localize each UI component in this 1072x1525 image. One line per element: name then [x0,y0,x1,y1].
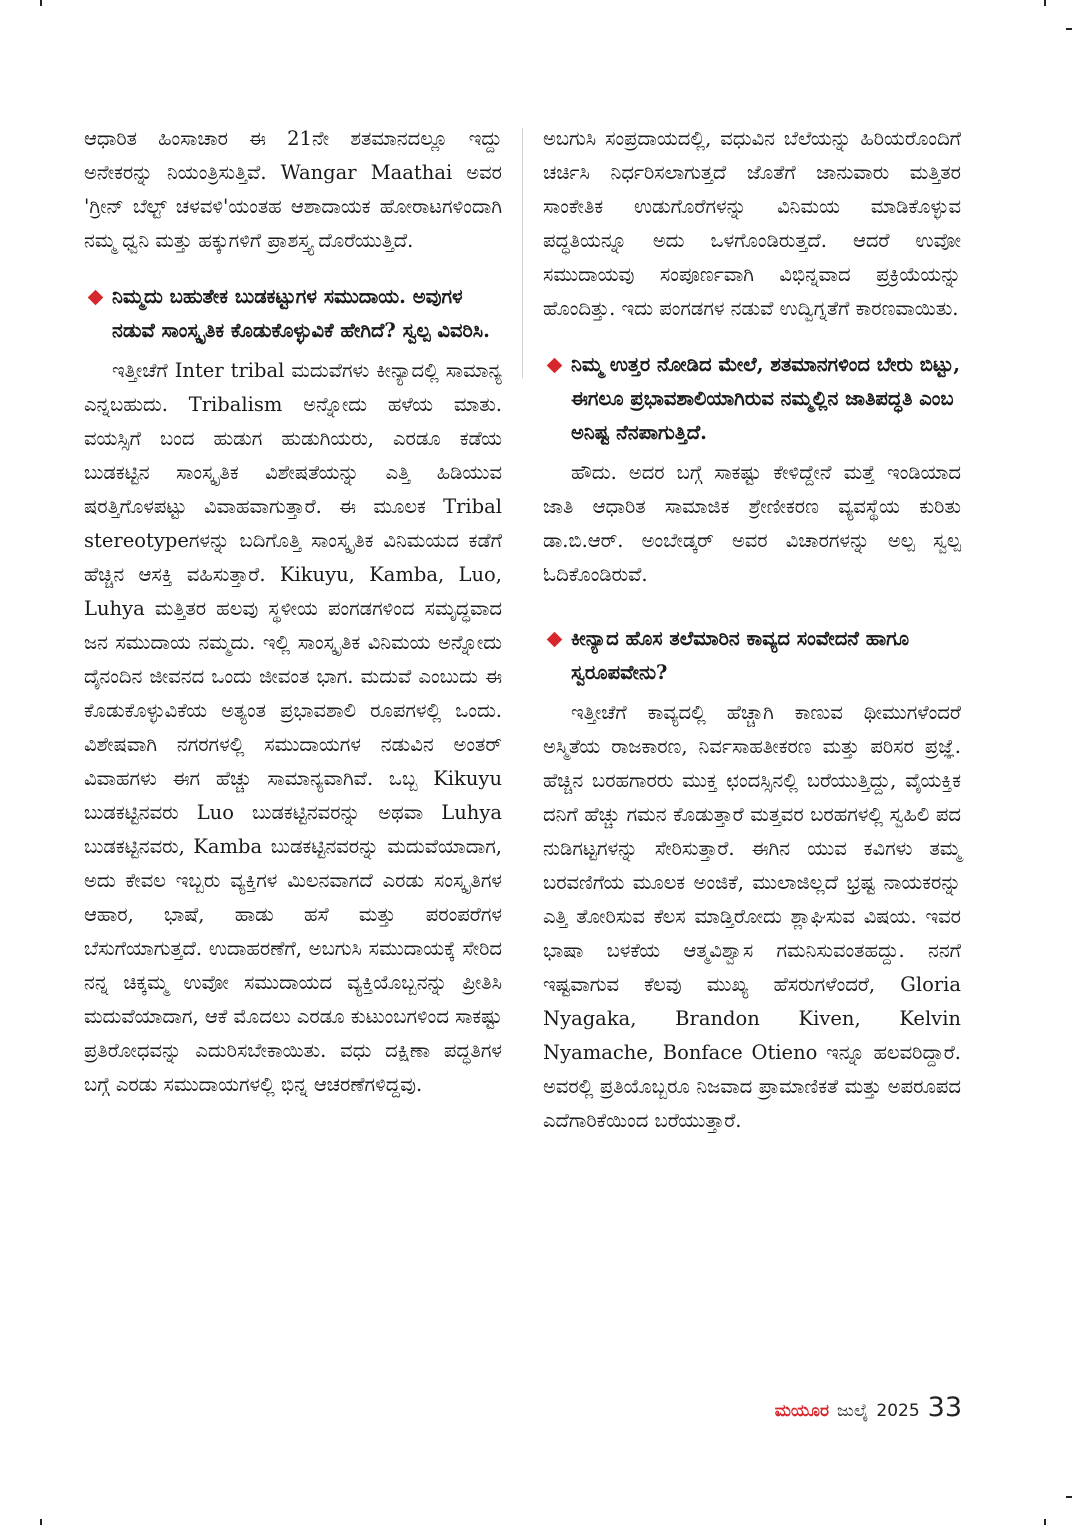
crop-mark-top-left [40,0,42,6]
red-diamond-bullet-icon [88,290,104,306]
crop-mark-right-lower [1066,1496,1072,1498]
crop-mark-bottom-right [1044,1519,1046,1525]
page-number: 33 [927,1392,962,1423]
magazine-brand-logo: ಮಯೂರ [774,1401,829,1421]
question-3-text: ಕೀನ್ಯಾದ ಹೊಸ ತಲೆಮಾರಿನ ಕಾವ್ಯದ ಸಂವೇದನೆ ಹಾಗೂ ಸ್ವರೂಪವೇನು? [571,627,910,684]
issue-month: ಜುಲೈ [836,1401,869,1421]
crop-mark-top-right [1044,0,1046,6]
question-1 [84,280,502,348]
page-footer [775,1392,962,1423]
crop-mark-bottom-left [40,1519,42,1525]
red-diamond-bullet-icon [547,358,563,374]
answer-2-paragraph: ಹೌದು. ಅದರ ಬಗ್ಗೆ ಸಾಕಷ್ಟು ಕೇಳಿದ್ದೇನೆ ಮತ್ತೆ ಇಂಡಿಯಾದ ಜಾತಿ ಆಧಾರಿತ ಸಾಮಾಜಿಕ ಶ್ರೇಣೀಕರಣ ವ್ಯವಸ್ಥೆಯ ಕುರಿತು ಡಾ.ಬಿ.ಆರ್. ಅಂಬೇಡ್ಕರ್ ಅವರ ವಿಚಾರಗಳನ್ನು ಅಲ್ಪ ಸ್ವಲ್ಪ ಓದಿಕೊಂಡಿರುವೆ. [543,461,961,586]
answer-1-paragraph: ಇತ್ತೀಚೆಗೆ Inter tribal ಮದುವೆಗಳು ಕೀನ್ಯಾದಲ್ಲಿ ಸಾಮಾನ್ಯ ಎನ್ನಬಹುದು. Tribalism ಅನ್ನೋದು ಹಳೆಯ ಮಾತು. ವಯಸ್ಸಿಗೆ ಬಂದ ಹುಡುಗ ಹುಡುಗಿಯರು, ಎರಡೂ ಕಡೆಯ ಬುಡಕಟ್ಟಿನ ಸಾಂಸ್ಕೃತಿಕ ವಿಶೇಷತೆಯನ್ನು ಎತ್ತಿ ಹಿಡಿಯುವ ಷರತ್ತಿಗೊಳಪಟ್ಟು ವಿವಾಹವಾಗುತ್ತಾರೆ. ಈ ಮೂಲಕ Tribal stereotypeಗಳನ್ನು ಬದಿಗೊತ್ತಿ ಸಾಂಸ್ಕೃತಿಕ ವಿನಿಮಯದ ಕಡೆಗೆ ಹೆಚ್ಚಿನ ಆಸಕ್ತಿ ವಹಿಸುತ್ತಾರೆ. Kikuyu, Kamba, Luo, Luhya ಮತ್ತಿತರ ಹಲವು ಸ್ಥಳೀಯ ಪಂಗಡಗಳಿಂದ ಸಮೃದ್ಧವಾದ ಜನ ಸಮುದಾಯ ನಮ್ಮದು. ಇಲ್ಲಿ ಸಾಂಸ್ಕೃತಿಕ ವಿನಿಮಯ ಅನ್ನೋದು ದೈನಂದಿನ ಜೀವನದ ಒಂದು ಜೀವಂತ ಭಾಗ. ಮದುವೆ ಎಂಬುದು ಈ ಕೊಡುಕೊಳ್ಳುವಿಕೆಯ ಅತ್ಯಂತ ಪ್ರಭಾವಶಾಲಿ ರೂಪಗಳಲ್ಲಿ ಒಂದು. ವಿಶೇಷವಾಗಿ ನಗರಗಳಲ್ಲಿ ಸಮುದಾಯಗಳ ನಡುವಿನ ಅಂತರ್ ವಿವಾಹಗಳು ಈಗ ಹೆಚ್ಚು ಸಾಮಾನ್ಯವಾಗಿವೆ. ಒಬ್ಬ Kikuyu ಬುಡಕಟ್ಟಿನವರು Luo ಬುಡಕಟ್ಟಿನವರನ್ನು ಅಥವಾ Luhya ಬುಡಕಟ್ಟಿನವರು, Kamba ಬುಡಕಟ್ಟಿನವರನ್ನು ಮದುವೆಯಾದಾಗ, ಅದು ಕೇವಲ ಇಬ್ಬರು ವ್ಯಕ್ತಿಗಳ ಮಿಲನವಾಗದೆ ಎರಡು ಸಂಸ್ಕೃತಿಗಳ ಆಹಾರ, ಭಾಷೆ, ಹಾಡು ಹಸೆ ಮತ್ತು ಪರಂಪರೆಗಳ ಬೆಸುಗೆಯಾಗುತ್ತದೆ. ಉದಾಹರಣೆಗೆ, ಅಬಗುಸಿ ಸಮುದಾಯಕ್ಕೆ ಸೇರಿದ ನನ್ನ ಚಿಕ್ಕಮ್ಮ ಉವೋ ಸಮುದಾಯದ ವ್ಯಕ್ತಿಯೊಬ್ಬನನ್ನು ಪ್ರೀತಿಸಿ ಮದುವೆಯಾದಾಗ, ಆಕೆ ಮೊದಲು ಎರಡೂ ಕುಟುಂಬಗಳಿಂದ ಸಾಕಷ್ಟು ಪ್ರತಿರೋಧವನ್ನು ಎದುರಿಸಬೇಕಾಯಿತು. ವಧು ದಕ್ಷಿಣಾ ಪದ್ಧತಿಗಳ ಬಗ್ಗೆ ಎರಡು ಸಮುದಾಯಗಳಲ್ಲಿ ಭಿನ್ನ ಆಚರಣೆಗಳಿದ್ದವು. [84,359,502,1096]
question-2 [543,348,961,450]
intro-paragraph: ಆಧಾರಿತ ಹಿಂಸಾಚಾರ ಈ 21ನೇ ಶತಮಾನದಲ್ಲೂ ಇದ್ದು ಅನೇಕರನ್ನು ನಿಯಂತ್ರಿಸುತ್ತಿವೆ. Wangar Maathai ಅವರ 'ಗ್ರೀನ್ ಬೆಲ್ಟ್ ಚಳವಳಿ'ಯಂತಹ ಆಶಾದಾಯಕ ಹೋರಾಟಗಳಿಂದಾಗಿ ನಮ್ಮ ಧ್ವನಿ ಮತ್ತು ಹಕ್ಕುಗಳಿಗೆ ಪ್ರಾಶಸ್ತ್ಯ ದೊರೆಯುತ್ತಿದೆ. [84,127,502,252]
left-column [84,122,502,1102]
question-3 [543,622,961,690]
column-divider [522,128,523,378]
issue-year: 2025 [876,1401,920,1421]
right-column [543,122,961,1138]
red-diamond-bullet-icon [547,632,563,648]
question-2-text: ನಿಮ್ಮ ಉತ್ತರ ನೋಡಿದ ಮೇಲೆ, ಶತಮಾನಗಳಿಂದ ಬೇರು ಬಿಟ್ಟು, ಈಗಲೂ ಪ್ರಭಾವಶಾಲಿಯಾಗಿರುವ ನಮ್ಮಲ್ಲಿನ ಜಾತಿಪದ್ಧತಿ ಎಂಬ ಅನಿಷ್ಟ ನೆನಪಾಗುತ್ತಿದೆ. [571,353,961,444]
question-1-text: ನಿಮ್ಮದು ಬಹುತೇಕ ಬುಡಕಟ್ಟುಗಳ ಸಮುದಾಯ. ಅವುಗಳ ನಡುವೆ ಸಾಂಸ್ಕೃತಿಕ ಕೊಡುಕೊಳ್ಳುವಿಕೆ ಹೇಗಿದೆ? ಸ್ವಲ್ಪ ವಿವರಿಸಿ. [112,285,490,342]
answer-3-paragraph: ಇತ್ತೀಚೆಗೆ ಕಾವ್ಯದಲ್ಲಿ ಹೆಚ್ಚಾಗಿ ಕಾಣುವ ಥೀಮುಗಳೆಂದರೆ ಅಸ್ಮಿತೆಯ ರಾಜಕಾರಣ, ನಿರ್ವಸಾಹತೀಕರಣ ಮತ್ತು ಪರಿಸರ ಪ್ರಜ್ಞೆ. ಹೆಚ್ಚಿನ ಬರಹಗಾರರು ಮುಕ್ತ ಛಂದಸ್ಸಿನಲ್ಲಿ ಬರೆಯುತ್ತಿದ್ದು, ವೈಯಕ್ತಿಕ ದನಿಗೆ ಹೆಚ್ಚು ಗಮನ ಕೊಡುತ್ತಾರೆ ಮತ್ತವರ ಬರಹಗಳಲ್ಲಿ ಸ್ವಹಿಲಿ ಪದ ನುಡಿಗಟ್ಟಗಳನ್ನು ಸೇರಿಸುತ್ತಾರೆ. ಈಗಿನ ಯುವ ಕವಿಗಳು ತಮ್ಮ ಬರವಣಿಗೆಯ ಮೂಲಕ ಅಂಜಿಕೆ, ಮುಲಾಜಿಲ್ಲದೆ ಭ್ರಷ್ಟ ನಾಯಕರನ್ನು ಎತ್ತಿ ತೋರಿಸುವ ಕೆಲಸ ಮಾಡ್ತಿರೋದು ಶ್ಲಾಘಿಸುವ ವಿಷಯ. ಇವರ ಭಾಷಾ ಬಳಕೆಯ ಆತ್ಮವಿಶ್ವಾಸ ಗಮನಿಸುವಂತಹದ್ದು. ನನಗೆ ಇಷ್ಟವಾಗುವ ಕೆಲವು ಮುಖ್ಯ ಹೆಸರುಗಳೆಂದರೆ, Gloria Nyagaka, Brandon Kiven, Kelvin Nyamache, Bonface Otieno ಇನ್ನೂ ಹಲವರಿದ್ದಾರೆ. ಅವರಲ್ಲಿ ಪ್ರತಿಯೊಬ್ಬರೂ ನಿಜವಾದ ಪ್ರಾಮಾಣಿಕತೆ ಮತ್ತು ಅಪರೂಪದ ಎದೆಗಾರಿಕೆಯಿಂದ ಬರೆಯುತ್ತಾರೆ. [543,701,961,1132]
continuation-paragraph: ಅಬಗುಸಿ ಸಂಪ್ರದಾಯದಲ್ಲಿ, ವಧುವಿನ ಬೆಲೆಯನ್ನು ಹಿರಿಯರೊಂದಿಗೆ ಚರ್ಚಿಸಿ ನಿರ್ಧರಿಸಲಾಗುತ್ತದೆ ಜೊತೆಗೆ ಜಾನುವಾರು ಮತ್ತಿತರ ಸಾಂಕೇತಿಕ ಉಡುಗೊರೆಗಳನ್ನು ವಿನಿಮಯ ಮಾಡಿಕೊಳ್ಳುವ ಪದ್ಧತಿಯನ್ನೂ ಅದು ಒಳಗೊಂಡಿರುತ್ತದೆ. ಆದರೆ ಉವೋ ಸಮುದಾಯವು ಸಂಪೂರ್ಣವಾಗಿ ವಿಭಿನ್ನವಾದ ಪ್ರಕ್ರಿಯೆಯನ್ನು ಹೊಂದಿತ್ತು. ಇದು ಪಂಗಡಗಳ ನಡುವೆ ಉದ್ವಿಗ್ನತೆಗೆ ಕಾರಣವಾಯಿತು. [543,127,961,320]
crop-mark-right-upper [1066,28,1072,30]
